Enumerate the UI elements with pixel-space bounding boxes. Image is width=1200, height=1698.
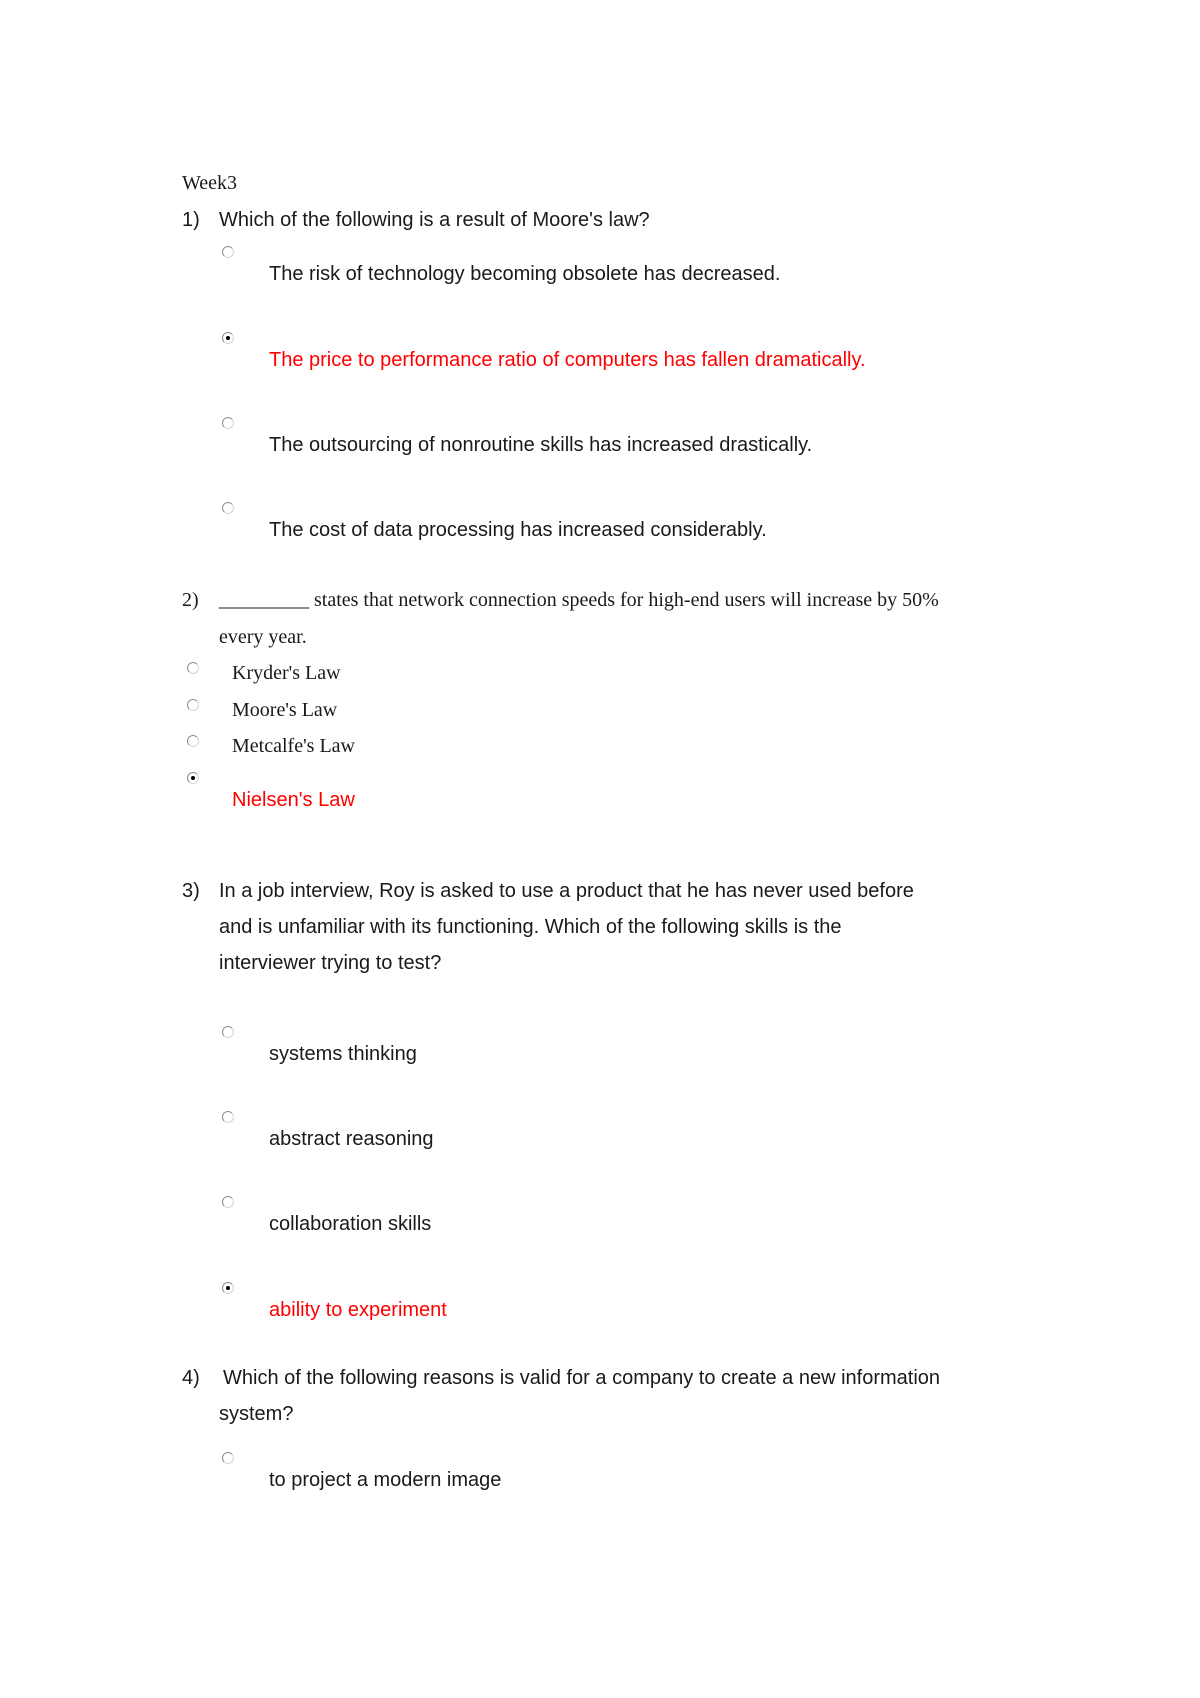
question-text-line xyxy=(219,589,939,612)
radio-button-selected[interactable] xyxy=(222,332,234,344)
radio-button-selected[interactable] xyxy=(222,1282,234,1294)
question-text: Which of the following is a result of Moore's law? xyxy=(219,209,650,231)
question-text-line-2: system? xyxy=(219,1403,294,1425)
answer-option-correct: ability to experiment xyxy=(269,1299,447,1321)
radio-button[interactable] xyxy=(222,1026,234,1038)
question-text-line-1: Which of the following reasons is valid for a company to create a new information xyxy=(223,1367,941,1389)
radio-button[interactable] xyxy=(222,1111,234,1123)
question-number: 3) xyxy=(182,880,200,902)
radio-button[interactable] xyxy=(222,246,234,258)
radio-button[interactable] xyxy=(222,1196,234,1208)
answer-option: The outsourcing of nonroutine skills has increased drastically. xyxy=(269,434,813,456)
answer-option-correct: The price to performance ratio of computers has fallen dramatically. xyxy=(269,349,866,371)
radio-button[interactable] xyxy=(222,417,234,429)
radio-button[interactable] xyxy=(187,662,199,674)
question-number: 2) xyxy=(182,589,199,611)
question-text: states that network connection speeds for high-end users will increase by 50% xyxy=(314,589,939,611)
answer-option: abstract reasoning xyxy=(269,1128,434,1150)
answer-option: The cost of data processing has increased considerably. xyxy=(269,519,767,541)
answer-option: systems thinking xyxy=(269,1043,417,1065)
radio-button-selected[interactable] xyxy=(187,772,199,784)
radio-button[interactable] xyxy=(187,735,199,747)
radio-button[interactable] xyxy=(187,699,199,711)
answer-option: Metcalfe's Law xyxy=(232,735,355,757)
answer-option: Moore's Law xyxy=(232,699,338,721)
question-number: 4) xyxy=(182,1367,200,1389)
radio-button[interactable] xyxy=(222,1452,234,1464)
answer-option: to project a modern image xyxy=(269,1469,502,1491)
fill-in-blank: _________ xyxy=(219,589,309,611)
answer-option: collaboration skills xyxy=(269,1213,432,1235)
question-text-line-3: interviewer trying to test? xyxy=(219,952,442,974)
question-number: 1) xyxy=(182,209,200,231)
page-title: Week3 xyxy=(182,172,238,194)
answer-option: The risk of technology becoming obsolete has decreased. xyxy=(269,263,781,285)
answer-option-correct: Nielsen's Law xyxy=(232,789,355,811)
answer-option: Kryder's Law xyxy=(232,662,341,684)
question-text-line-2: every year. xyxy=(219,626,307,648)
question-text-line-1: In a job interview, Roy is asked to use a product that he has never used before xyxy=(219,880,914,902)
question-text-line-2: and is unfamiliar with its functioning. Which of the following skills is the xyxy=(219,916,842,938)
radio-button[interactable] xyxy=(222,502,234,514)
